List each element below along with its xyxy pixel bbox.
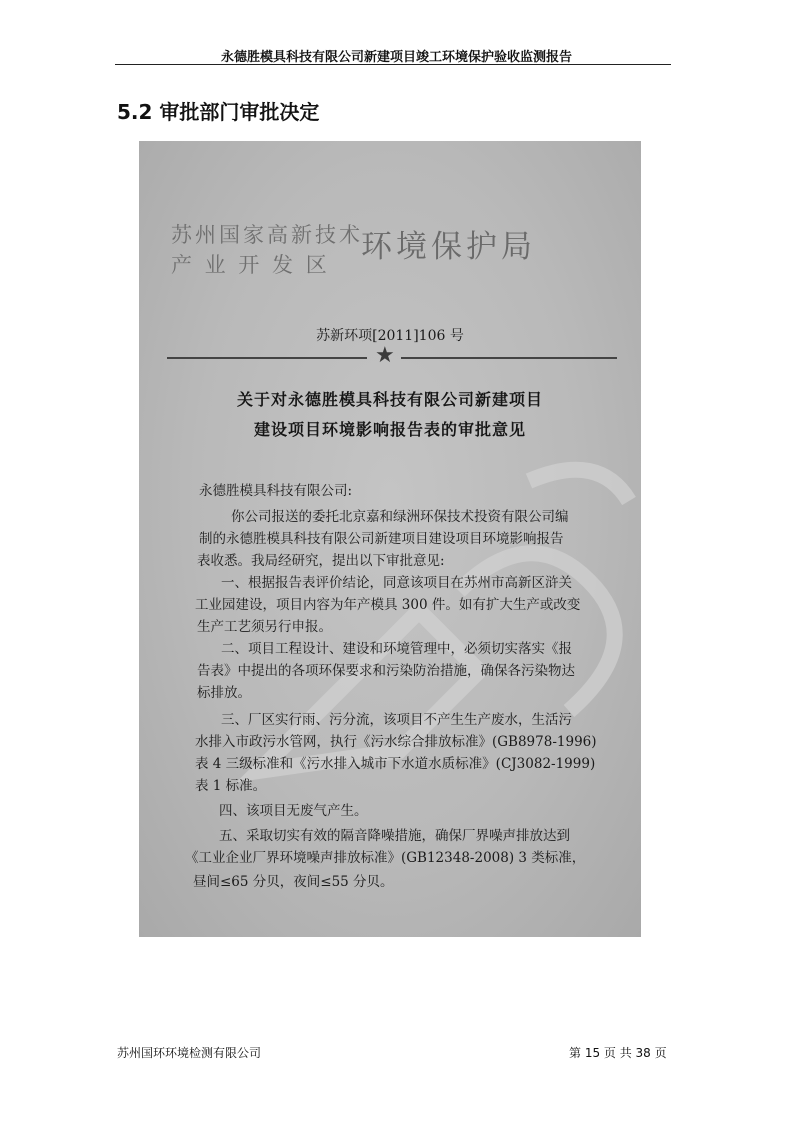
body-line: 生产工艺须另行申报。 xyxy=(197,619,332,635)
body-line: 表 1 标准。 xyxy=(195,778,267,794)
body-line: 水排入市政污水管网，执行《污水综合排放标准》(GB8978-1996) xyxy=(195,734,597,750)
body-line: 四、该项目无废气产生。 xyxy=(219,803,368,819)
agency-name-line-1: 苏州国家高新技术 xyxy=(171,223,363,247)
body-line: 一、根据报告表评价结论，同意该项目在苏州市高新区浒关 xyxy=(221,575,572,591)
document-title-line-2: 建设项目环境影响报告表的审批意见 xyxy=(253,420,526,439)
body-line: 《工业企业厂界环境噪声排放标准》(GB12348-2008) 3 类标准， xyxy=(185,850,586,866)
letterhead-rule-left xyxy=(167,357,367,359)
body-line: 表 4 三级标准和《污水排入城市下水道水质标准》(CJ3082-1999) xyxy=(195,756,596,772)
body-line: 告表》中提出的各项环保要求和污染防治措施，确保各污染物达 xyxy=(197,663,575,679)
body-line: 三、厂区实行雨、污分流，该项目不产生生产废水，生活污 xyxy=(221,712,572,728)
body-line: 二、项目工程设计、建设和环境管理中，必须切实落实《报 xyxy=(221,641,572,657)
body-line: 昼间≤65 分贝，夜间≤55 分贝。 xyxy=(193,874,394,890)
body-line: 标排放。 xyxy=(197,685,251,701)
agency-name-line-2: 产 业 开 发 区 xyxy=(171,253,330,277)
footer-company: 苏州国环环境检测有限公司 xyxy=(117,1046,262,1060)
document-number: 苏新环项[2011]106 号 xyxy=(316,328,464,344)
body-line: 你公司报送的委托北京嘉和绿洲环保技术投资有限公司编 xyxy=(231,509,569,525)
page-number: 第 15 页 共 38 页 xyxy=(569,1046,667,1060)
document-title-line-1: 关于对永德胜模具科技有限公司新建项目 xyxy=(236,390,543,409)
report-header-title: 永德胜模具科技有限公司新建项目竣工环境保护验收监测报告 xyxy=(220,50,572,65)
letterhead-rule-right xyxy=(401,357,617,359)
addressee: 永德胜模具科技有限公司: xyxy=(199,483,353,499)
body-line: 五、采取切实有效的隔音降噪措施，确保厂界噪声排放达到 xyxy=(219,828,570,844)
section-heading: 5.2 审批部门审批决定 xyxy=(117,100,320,124)
body-line: 表收悉。我局经研究，提出以下审批意见: xyxy=(197,553,445,569)
body-line: 工业园建设，项目内容为年产模具 300 件。如有扩大生产或改变 xyxy=(195,597,581,613)
body-line: 制的永德胜模具科技有限公司新建项目建设项目环境影响报告 xyxy=(199,531,564,547)
scanned-approval-document xyxy=(139,141,641,937)
agency-name-main: 环境保护局 xyxy=(361,229,536,265)
star-icon: ★ xyxy=(375,343,395,368)
header-divider xyxy=(115,64,671,65)
